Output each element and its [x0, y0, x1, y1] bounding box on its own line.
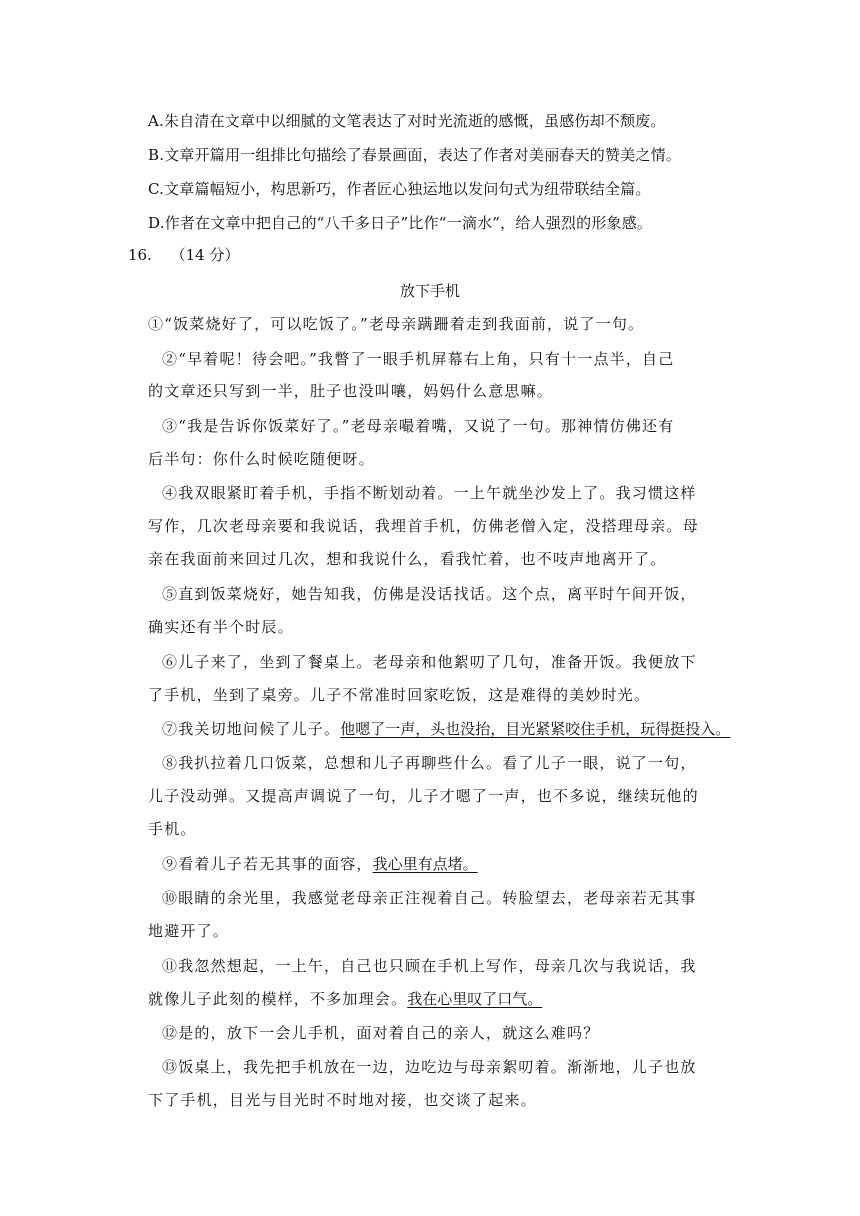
paragraph-3-line-1: ③“我是告诉你饭菜好了。”老母亲嘬着嘴，又说了一句。那神情仿佛还有 — [162, 417, 675, 435]
paragraph-5-line-2: 确实还有半个时辰。 — [148, 618, 294, 636]
paragraph-11-underlined-sentence: 我在心里叹了口气。 — [407, 990, 543, 1008]
paragraph-8-line-1: ⑧我扒拉着几口饭菜，总想和儿子再聊些什么。看了儿子一眼，说了一句， — [162, 754, 697, 772]
question-header — [128, 245, 240, 265]
paragraph-9 — [162, 854, 478, 874]
paragraph-9-text: ⑨看着儿子若无其事的面容， — [162, 855, 373, 873]
paragraph-13-line-1: ⑬饭桌上，我先把手机放在一边，边吃边与母亲絮叨着。渐渐地，儿子也放 — [162, 1058, 697, 1076]
paragraph-6-line-1: ⑥儿子来了，坐到了餐桌上。老母亲和他絮叨了几句，准备开饭。我便放下 — [162, 653, 697, 671]
paragraph-11-line-2 — [148, 989, 542, 1009]
paragraph-11-line-1: ⑪我忽然想起，一上午，自己也只顾在手机上写作，母亲几次与我说话，我 — [162, 957, 697, 975]
paragraph-5-line-1: ⑤直到饭菜烧好，她告知我，仿佛是没话找话。这个点，离平时午间开饭， — [162, 585, 697, 603]
paragraph-4-line-2: 写作，几次老母亲要和我说话，我埋首手机，仿佛老僧入定，没搭理母亲。母 — [148, 517, 699, 535]
article-title: 放下手机 — [399, 282, 460, 300]
paragraph-10-line-2: 地避开了。 — [148, 922, 230, 940]
paragraph-7-text: ⑦我关切地问候了儿子。 — [162, 720, 341, 738]
paragraph-2-line-2: 的文章还只写到一半，肚子也没叫嚷，妈妈什么意思嘛。 — [148, 382, 554, 400]
paragraph-12: ⑫是的，放下一会儿手机，面对着自己的亲人，就这么难吗？ — [162, 1024, 600, 1042]
paragraph-8-line-2: 儿子没动弹。又提高声调说了一句，儿子才嗯了一声，也不多说，继续玩他的 — [148, 787, 699, 805]
option-b: B.文章开篇用一组排比句描绘了春景画面，表达了作者对美丽春天的赞美之情。 — [148, 146, 681, 164]
question-score: （14 分） — [170, 246, 240, 264]
paragraph-6-line-2: 了手机，坐到了桌旁。儿子不常准时回家吃饭，这是难得的美妙时光。 — [148, 686, 651, 704]
paragraph-7-underlined-sentence: 他嗯了一声，头也没抬，目光紧紧咬住手机，玩得挺投入。 — [340, 720, 731, 738]
paragraph-11-text: 就像儿子此刻的模样，不多加理会。 — [148, 990, 408, 1008]
paragraph-3-line-2: 后半句：你什么时候吃随便呀。 — [148, 450, 375, 468]
paragraph-13-line-2: 下了手机，目光与目光时不时地对接，也交谈了起来。 — [148, 1091, 537, 1109]
paragraph-10-line-1: ⑩眼睛的余光里，我感觉老母亲正注视着自己。转脸望去，老母亲若无其事 — [162, 889, 697, 907]
paragraph-2-line-1: ②“早着呢！待会吧。”我瞥了一眼手机屏幕右上角，只有十一点半，自己 — [162, 350, 675, 368]
paragraph-7 — [162, 719, 730, 739]
paragraph-9-underlined-sentence: 我心里有点堵。 — [372, 855, 478, 873]
question-number: 16. — [128, 246, 152, 264]
option-d: D.作者在文章中把自己的“八千多日子”比作“一滴水”，给人强烈的形象感。 — [148, 214, 653, 232]
paragraph-4-line-3: 亲在我面前来回过几次，想和我说什么，看我忙着，也不吱声地离开了。 — [148, 550, 667, 568]
option-c: C.文章篇幅短小，构思新巧，作者匠心独运地以发问句式为纽带联结全篇。 — [148, 180, 651, 198]
paragraph-8-line-3: 手机。 — [148, 820, 197, 838]
paragraph-4-line-1: ④我双眼紧盯着手机，手指不断划动着。一上午就坐沙发上了。我习惯这样 — [162, 484, 697, 502]
option-a: A.朱自清在文章中以细腻的文笔表达了对时光流逝的感慨，虽感伤却不颓废。 — [148, 112, 666, 130]
paragraph-1: ①“饭菜烧好了，可以吃饭了。”老母亲蹒跚着走到我面前，说了一句。 — [148, 315, 645, 333]
